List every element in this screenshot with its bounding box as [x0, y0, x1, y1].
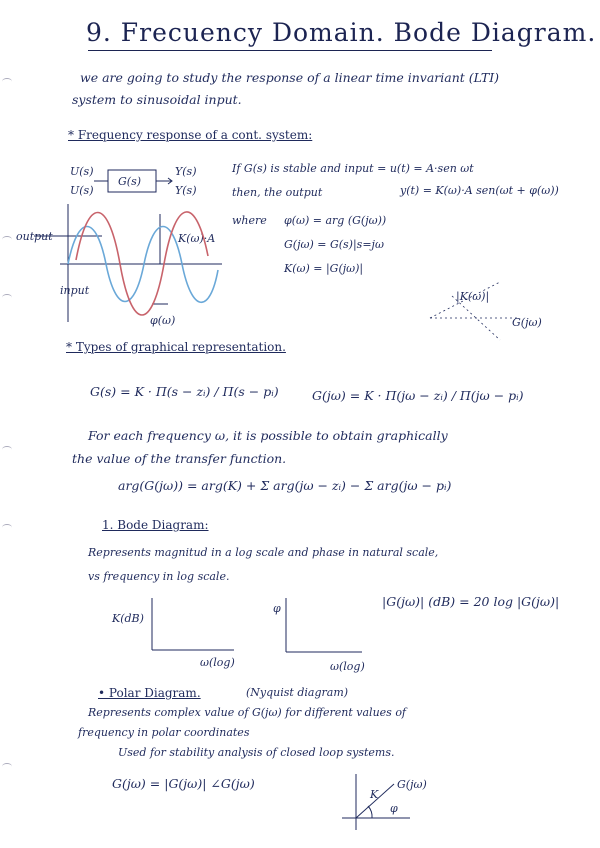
- section-heading-bode: 1. Bode Diagram:: [102, 518, 209, 532]
- polar-formula: G(jω) = |G(jω)| ∠G(jω): [112, 776, 255, 791]
- polar-angle-arc: [368, 806, 372, 818]
- bode-text-2: vs frequency in log scale.: [88, 570, 230, 583]
- bode-magnitude-axis-y-label: K(dB): [112, 612, 144, 625]
- bode-text-1: Represents magnitud in a log scale and phase in natural scale,: [88, 546, 439, 559]
- section-heading-types: * Types of graphical representation.: [66, 340, 286, 354]
- sine-graph-axes: [34, 204, 222, 322]
- phasor-sketch: [430, 282, 520, 340]
- transfer-definition: G(jω) = G(s)|s=jω: [284, 238, 384, 251]
- intro-line-2: system to sinusoidal input.: [72, 92, 242, 107]
- polar-plot-g-label: G(jω): [397, 778, 427, 791]
- bode-magnitude-axis-x-label: ω(log): [200, 656, 235, 669]
- types-text-2: the value of the transfer function.: [72, 451, 287, 466]
- output-sine-wave: [76, 212, 208, 315]
- polar-subheading: (Nyquist diagram): [246, 686, 349, 699]
- polar-vector: [356, 784, 394, 818]
- transfer-block: [108, 170, 156, 192]
- phase-definition: φ(ω) = arg (G(jω)): [284, 214, 387, 227]
- graph-phase-label: φ(ω): [150, 314, 176, 327]
- formula-g-of-jw: G(jω) = K · Π(jω − zᵢ) / Π(jω − pᵢ): [312, 388, 524, 403]
- phasor-vector: [430, 282, 500, 318]
- page-title: 9. Frecuency Domain. Bode Diagram.: [86, 18, 597, 47]
- block-output-label: Y(s): [175, 165, 197, 178]
- polar-text-3: Used for stability analysis of closed loop systems.: [118, 746, 395, 759]
- output-statement-prefix: then, the output: [232, 186, 323, 199]
- block-input-label-s: U(s): [70, 184, 94, 197]
- graph-output-label: output: [16, 230, 53, 243]
- magnitude-db-formula: |G(jω)| (dB) = 20 log |G(jω)|: [382, 594, 560, 609]
- argument-formula: arg(G(jω)) = arg(K) + Σ arg(jω − zᵢ) − Σ arg(jω − pᵢ): [118, 478, 452, 493]
- bode-phase-axis-x-label: ω(log): [330, 660, 365, 673]
- output-statement-result: y(t) = K(ω)·A sen(ωt + φ(ω)): [400, 184, 559, 197]
- graph-amplitude-label: K(ω)·A: [178, 232, 216, 245]
- phasor-g-label: G(jω): [512, 316, 542, 329]
- graph-input-label: input: [60, 284, 90, 297]
- intro-line-1: we are going to study the response of a linear time invariant (LTI): [80, 70, 500, 85]
- gain-definition: K(ω) = |G(jω)|: [284, 262, 364, 275]
- types-text-1: For each frequency ω, it is possible to obtain graphically: [88, 428, 448, 443]
- bode-phase-axis-y-label: φ: [273, 602, 281, 615]
- section-heading-polar: • Polar Diagram.: [98, 686, 201, 700]
- polar-plot: [342, 774, 410, 830]
- polar-plot-phi-label: φ: [390, 802, 398, 815]
- section-heading-frequency-response: * Frequency response of a cont. system:: [68, 128, 313, 142]
- where-label: where: [232, 214, 267, 227]
- block-transfer-label: G(s): [118, 175, 142, 188]
- block-output-label-s: Y(s): [175, 184, 197, 197]
- polar-text-2: frequency in polar coordinates: [78, 726, 250, 739]
- block-diagram: [94, 170, 172, 192]
- block-input-label: U(s): [70, 165, 94, 178]
- phasor-magnitude-label: |K(ω)|: [456, 290, 490, 303]
- stability-statement: If G(s) is stable and input = u(t) = A·sen ωt: [232, 162, 474, 175]
- polar-plot-k-label: K: [370, 788, 379, 801]
- bode-axes: [152, 598, 362, 652]
- polar-text-1: Represents complex value of G(jω) for different values of: [88, 706, 407, 719]
- formula-g-of-s: G(s) = K · Π(s − zᵢ) / Π(s − pᵢ): [90, 384, 279, 399]
